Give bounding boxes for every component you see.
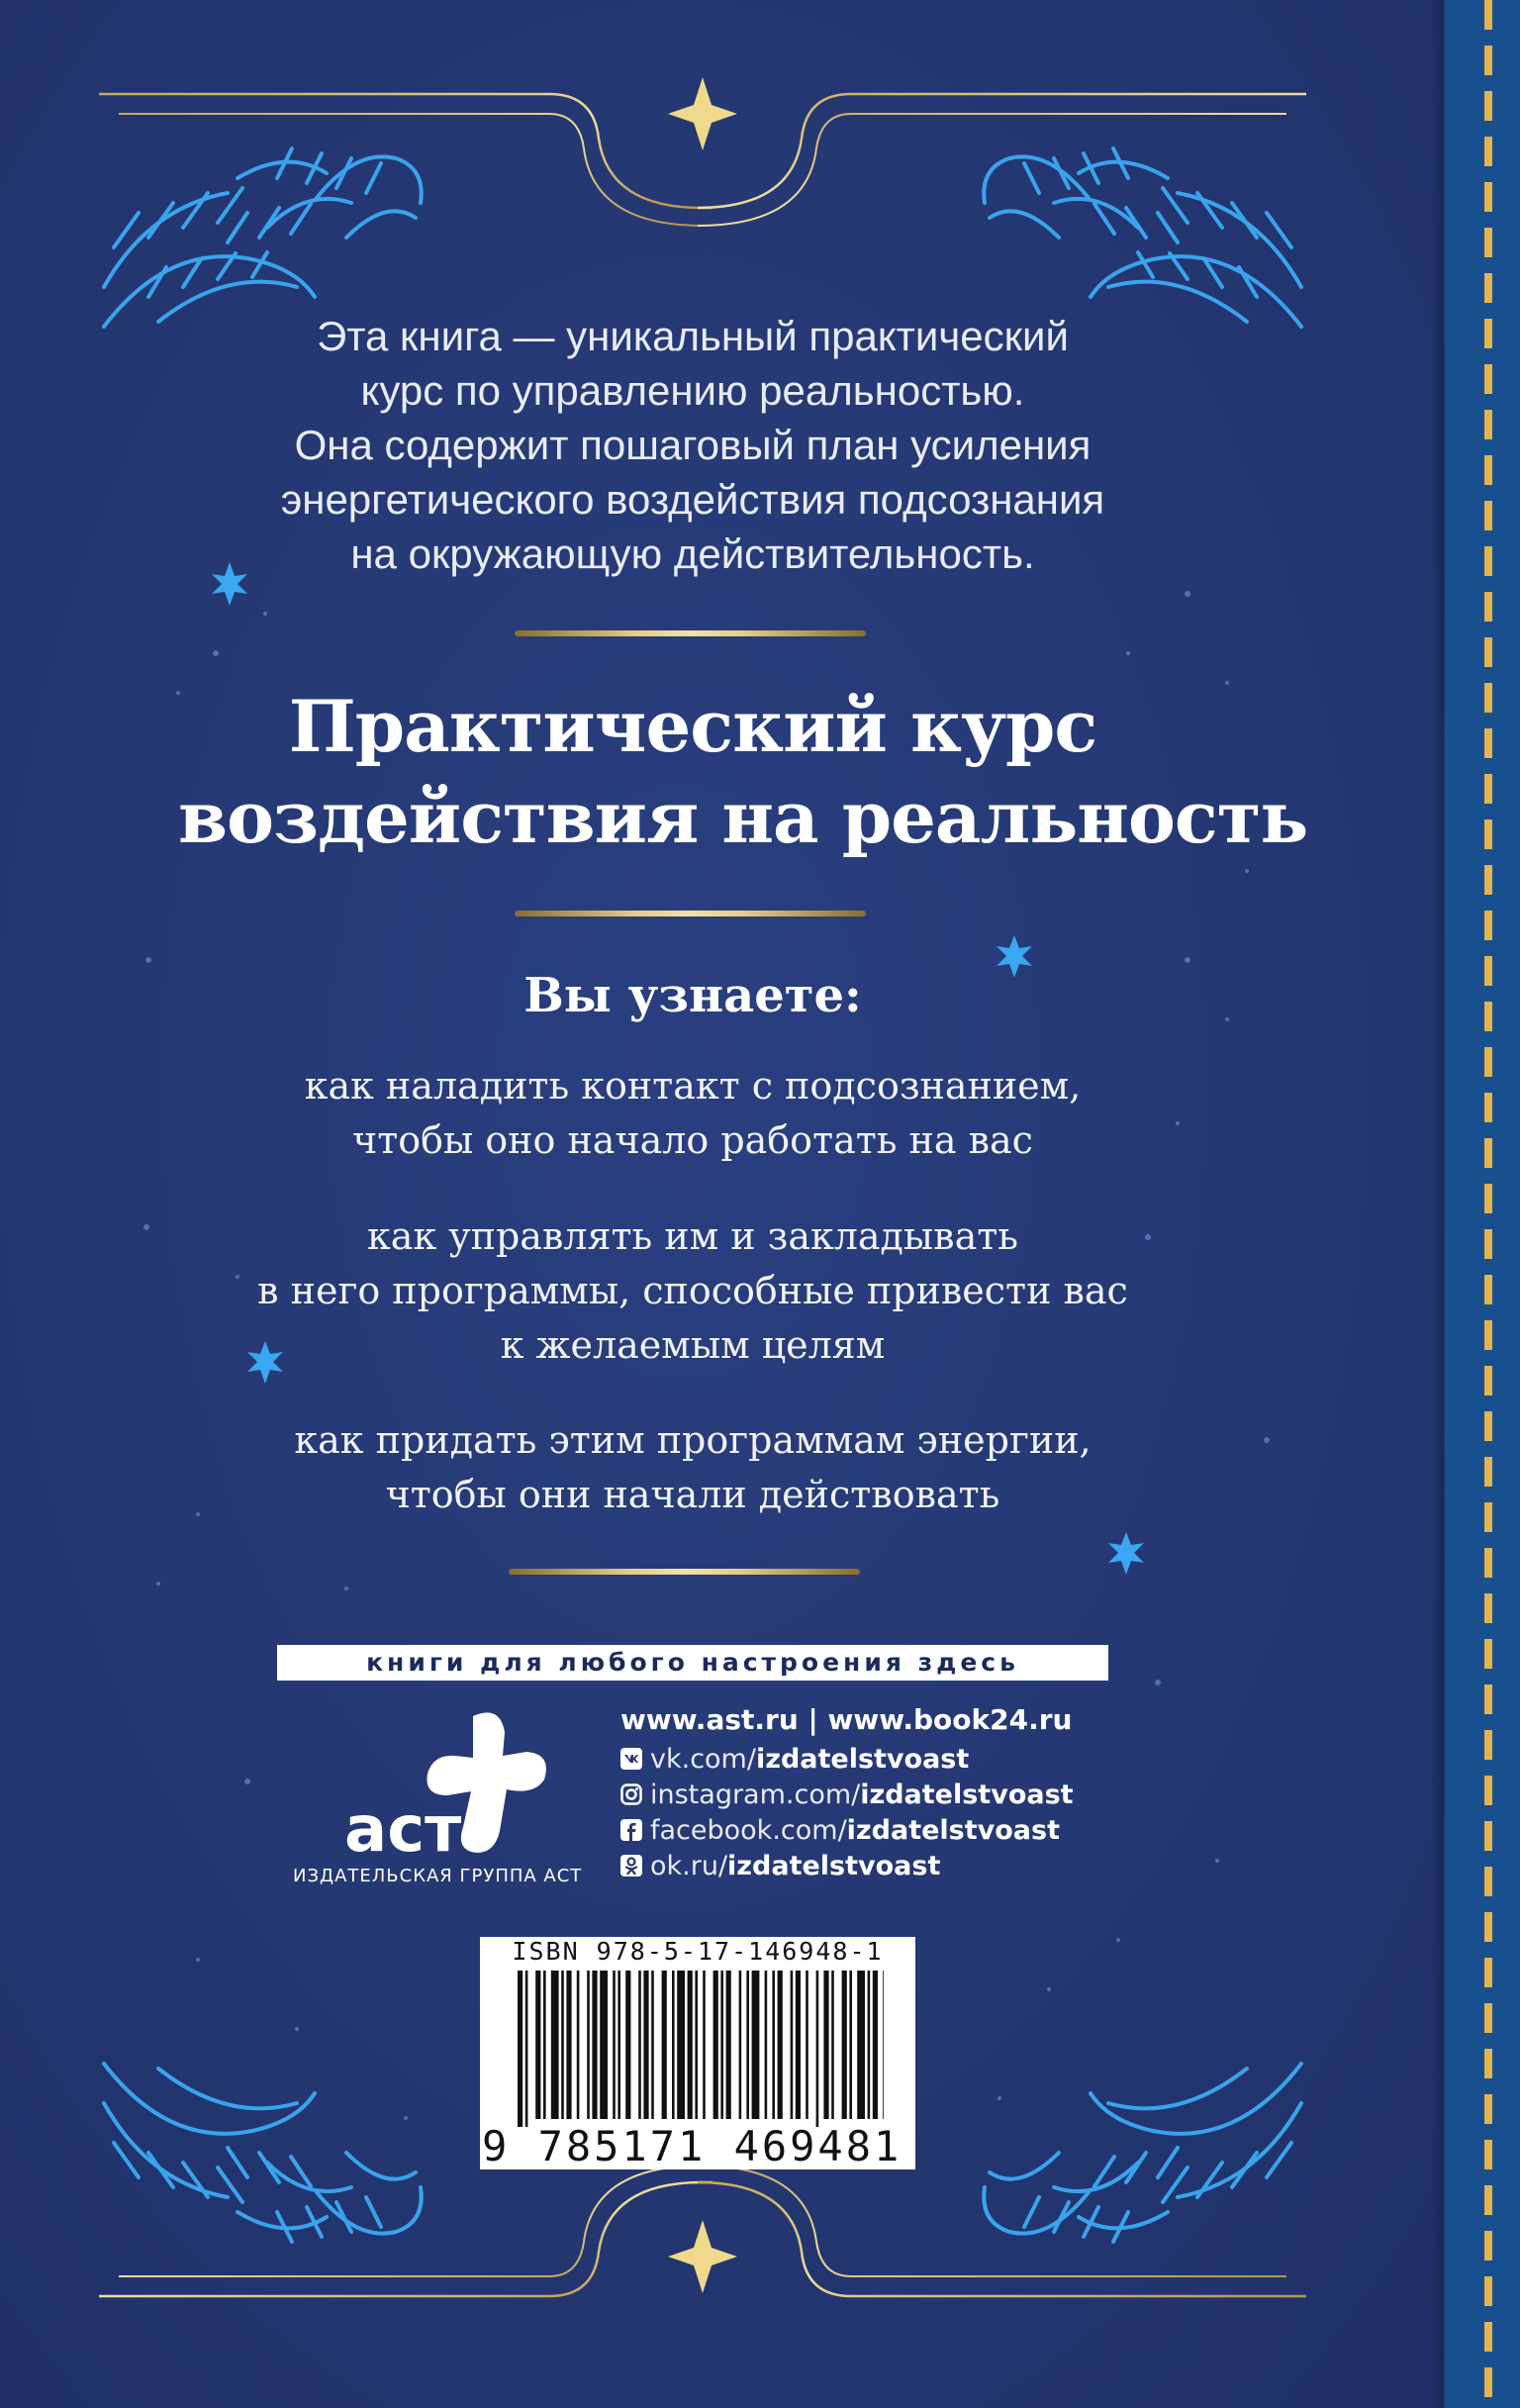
barcode-bar (651, 1971, 654, 2119)
barcode-bar (726, 1971, 731, 2119)
barcode-bar (625, 1971, 630, 2119)
title-line: Практический курс (288, 684, 1097, 768)
cloud-ornament-icon (984, 2064, 1301, 2242)
barcode-bar (883, 1971, 884, 2119)
barcode-bar (739, 1971, 742, 2119)
social-link-ok[interactable] (620, 1849, 1175, 1882)
social-link-facebook[interactable] (620, 1813, 1175, 1847)
social-domain: facebook.com/ (650, 1814, 847, 1846)
barcode-bar (772, 1971, 775, 2119)
barcode-bars (518, 1971, 884, 2127)
barcode-bar (525, 1971, 528, 2127)
learn-point (178, 1413, 1207, 1522)
barcode-bar (765, 1971, 768, 2119)
barcode-bar (703, 1971, 706, 2119)
barcode-bar (868, 1971, 871, 2119)
link-separator: | (808, 1703, 818, 1736)
barcode-bar (618, 1971, 620, 2119)
barcode-bar (816, 1971, 819, 2127)
barcode-bar (857, 1971, 865, 2119)
publisher-links (620, 1700, 1175, 1882)
gold-divider (509, 1569, 860, 1575)
social-domain: instagram.com/ (650, 1779, 861, 1810)
social-domain: vk.com/ (650, 1743, 756, 1775)
social-domain: ok.ru/ (650, 1850, 728, 1881)
barcode-bar (543, 1971, 546, 2119)
social-link-vk[interactable] (620, 1742, 1175, 1776)
point-line: чтобы они начали действовать (385, 1473, 1000, 1516)
barcode-bar (551, 1971, 559, 2119)
barcode-bar (613, 1971, 616, 2119)
point-line: как придать этим программам энергии, (294, 1418, 1092, 1462)
barcode-bar (695, 1971, 698, 2119)
point-line: как управлять им и закладывать (367, 1214, 1018, 1258)
instagram-icon (620, 1783, 642, 1805)
barcode-bar (677, 1971, 685, 2119)
barcode-bar (720, 1971, 723, 2119)
gold-star-icon (668, 77, 737, 150)
social-handle: izdatelstvoast (727, 1850, 941, 1881)
website-link[interactable]: www.ast.ru (620, 1703, 799, 1736)
gold-divider (515, 911, 866, 916)
point-line: чтобы оно начало работать на вас (352, 1118, 1033, 1162)
title-line: воздействия на реальность (178, 775, 1308, 859)
barcode-bar (806, 1971, 808, 2119)
intro-line: Эта книга — уникальный практический (317, 313, 1069, 359)
odnoklassniki-icon (620, 1855, 642, 1877)
barcode-bar (535, 1971, 540, 2119)
barcode-bar (752, 1971, 760, 2119)
gold-star-bottom-icon (668, 2220, 737, 2293)
barcode-digits: 9 785171 469481 (482, 2122, 902, 2170)
point-line: к желаемым целям (500, 1323, 886, 1367)
website-links (620, 1700, 1175, 1740)
facebook-icon (620, 1819, 642, 1841)
barcode-bar (600, 1971, 608, 2119)
learn-point (178, 1059, 1207, 1168)
gold-divider (515, 630, 866, 636)
page-title (178, 681, 1308, 863)
publisher-caption: ИЗДАТЕЛЬСКАЯ ГРУППА АСТ (293, 1866, 583, 1886)
barcode-bar (796, 1971, 801, 2119)
point-line: как наладить контакт с подсознанием, (304, 1064, 1082, 1108)
barcode-bar (672, 1971, 675, 2119)
barcode-bar (518, 1971, 522, 2127)
cloud-ornament-icon (984, 148, 1301, 327)
social-handle: izdatelstvoast (860, 1779, 1074, 1810)
intro-line: на окружающую действительность. (350, 530, 1035, 577)
social-handle: izdatelstvoast (846, 1814, 1060, 1846)
barcode-bar (842, 1971, 847, 2119)
barcode-bar (587, 1971, 590, 2119)
intro-line: энергетического воздействия подсознания (280, 476, 1105, 523)
barcode-bar (831, 1971, 834, 2119)
barcode-bar (713, 1971, 718, 2119)
isbn-label: ISBN 978-5-17-146948-1 (512, 1937, 884, 1966)
tagline-bar: книги для любого настроения здесь (277, 1645, 1108, 1681)
cloud-ornament-icon (104, 148, 422, 327)
barcode-bar (849, 1971, 852, 2119)
point-line: в него программы, способные привести вас (257, 1269, 1128, 1312)
website-link[interactable]: www.book24.ru (827, 1703, 1073, 1736)
barcode-bar (778, 1971, 783, 2119)
barcode-bar (791, 1971, 794, 2119)
learn-point (178, 1209, 1207, 1373)
social-handle: izdatelstvoast (755, 1743, 970, 1775)
barcode-bar (566, 1971, 571, 2119)
barcode-bar (823, 1971, 828, 2119)
barcode-bar (873, 1971, 878, 2119)
barcode-bar (662, 1971, 667, 2119)
isbn-barcode (480, 1937, 915, 2169)
intro-line: курс по управлению реальностью. (360, 367, 1025, 414)
vk-icon (620, 1748, 642, 1770)
intro-paragraph (178, 309, 1207, 581)
barcode-bar (561, 1971, 564, 2119)
learn-heading: Вы узнаете: (523, 968, 862, 1023)
barcode-bar (688, 1971, 693, 2119)
cloud-ornament-icon (104, 2064, 422, 2242)
barcode-bar (746, 1971, 749, 2119)
logo-text: аст (344, 1793, 462, 1867)
barcode-bar (643, 1971, 648, 2119)
barcode-bar (592, 1971, 597, 2119)
barcode-bar (577, 1971, 580, 2119)
social-link-instagram[interactable] (620, 1778, 1175, 1811)
barcode-bar (638, 1971, 641, 2119)
intro-line: Она содержит пошаговый план усиления (294, 422, 1092, 468)
